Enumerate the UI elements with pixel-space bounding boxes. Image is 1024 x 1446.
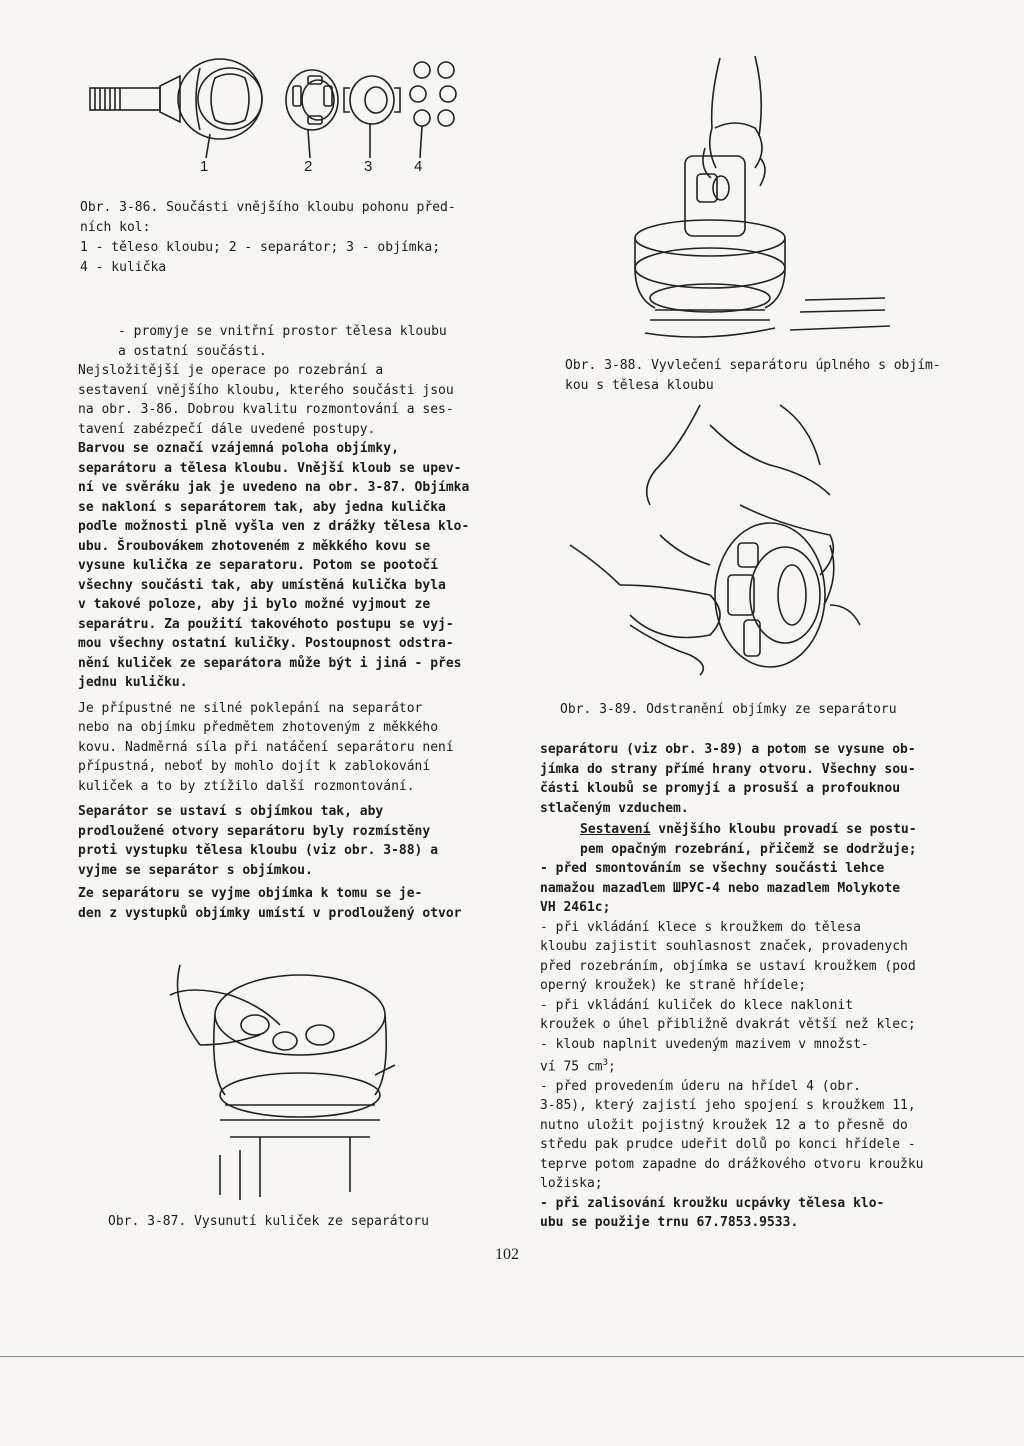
figure-3-88-caption: Obr. 3-88. Vyvlečení separátoru úplného s objím- kou s tělesa kloubu bbox=[565, 358, 941, 393]
callout-1: 1 bbox=[200, 158, 209, 175]
callout-2: 2 bbox=[304, 158, 313, 175]
right-paragraph-4: - při vkládání klece s kroužkem do tělesa kloubu zajistit souhlasnost značek, provadenych před rozebráním, objímka se ustaví kroužkem (pod operný kroužek) ke straně hřídele; bbox=[540, 919, 916, 993]
right-paragraph-8: - při zalisování kroužku ucpávky tělesa klo- ubu se použije trnu 67.7853.9533. bbox=[540, 1195, 885, 1231]
figure-3-86-caption: Obr. 3-86. Součásti vnějšího kloubu pohonu před- ních kol: 1 - těleso kloubu; 2 - separátor; 3 - objímka; 4 - kulička bbox=[80, 200, 456, 275]
page-number: 102 bbox=[495, 1246, 519, 1263]
right-paragraph-1: separátoru (viz obr. 3-89) a potom se vysune ob- jímka do strany přímé hrany otvoru. Všechny sou- části kloubů se promyjí a prosuší a profouknou stlačeným vzduchem. bbox=[540, 742, 916, 816]
callout-4: 4 bbox=[414, 158, 423, 175]
right-paragraph-2 bbox=[540, 820, 980, 859]
left-paragraph-3: Barvou se označí vzájemná poloha objímky, separátoru a tělesa kloubu. Vnější kloub se upev- ní ve svěráku jak je uvedeno na obr. 3-87. Objímka se nakloní s separátorem tak, aby jedna kulička podle možnosti plně vyšla ven z drážky tělesa klo- ubu. Šroubovákem zhotoveném z měkkého kovu se vysune kulička ze separatoru. Potom se pootočí všechny součásti tak, aby umístěná kulička byla v takové poloze, aby ji bylo možné vyjmout ze separátru. Za použití takovéhoto postupu se vyj- mou všechny ostatní kuličky. Postoupnost odstra- nění kuliček ze separátora může být i jiná - přes jednu kuličku. bbox=[78, 441, 470, 690]
left-paragraph-1: - promyje se vnitřní prostor tělesa kloubu a ostatní součásti. bbox=[118, 324, 447, 359]
callout-3: 3 bbox=[364, 158, 373, 175]
figure-3-88-separator-removal bbox=[625, 48, 915, 348]
left-paragraph-6: Ze separátoru se vyjme objímka k tomu se je- den z vystupků objímky umístí v prodloužený otvor bbox=[78, 886, 462, 921]
right-paragraph-5: - při vkládání kuliček do klece naklonit kroužek o úhel přibližně dvakrát větší než klec; bbox=[540, 997, 916, 1032]
left-text-column bbox=[78, 322, 508, 923]
bottom-rule bbox=[0, 1356, 1024, 1357]
right-paragraph-3: - před smontováním se všechny součásti lehce namažou mazadlem ШРУС-4 nebo mazadlem Molykote VH 2461c; bbox=[540, 861, 901, 915]
grease-volume-text: - kloub naplnit uvedeným mazivem v množst- ví 75 cm bbox=[540, 1036, 869, 1075]
left-paragraph-5: Separátor se ustaví s objímkou tak, aby prodloužené otvory separátoru byly rozmístěny proti vystupku tělesa kloubu (viz obr. 3-88) a vyjme se separátor s objímkou. bbox=[78, 804, 439, 878]
grease-volume-end: ; bbox=[608, 1059, 616, 1075]
grease-unit-superscript: 3 bbox=[602, 1058, 609, 1068]
assembly-heading: Sestavení bbox=[580, 822, 651, 837]
figure-3-89-caption: Obr. 3-89. Odstranění objímky ze separátoru bbox=[560, 702, 897, 717]
right-text-column bbox=[540, 740, 980, 1233]
right-paragraph-7: - před provedením úderu na hřídel 4 (obr. 3-85), který zajistí jeho spojení s kroužkem 11, nutno uložit pojistný kroužek 12 a to přesně do středu pak prudce udeřit dolů po konci hřídele - teprve potom zapadne do drážkového otvoru kroužku ložiska; bbox=[540, 1078, 924, 1192]
figure-3-86-joint-parts bbox=[80, 48, 480, 178]
assembly-intro: vnějšího kloubu provadí se postu- pem opačným rozebrání, přičemž se dodržuje; bbox=[580, 822, 917, 857]
right-paragraph-6 bbox=[540, 1035, 980, 1077]
left-paragraph-2: Nejsložitější je operace po rozebrání a sestavení vnějšího kloubu, kterého součásti jsou na obr. 3-86. Dobrou kvalitu rozmontování a ses- tavení zabézpečí dále uvedené postupy. bbox=[78, 363, 454, 437]
figure-3-89-race-removal bbox=[560, 395, 900, 700]
figure-3-87-ball-removal bbox=[160, 955, 400, 1205]
figure-3-87-caption: Obr. 3-87. Vysunutí kuliček ze separátoru bbox=[108, 1214, 429, 1229]
left-paragraph-4: Je přípustné ne silné poklepání na separátor nebo na objímku předmětem zhotoveným z měkkého kovu. Nadměrná síla při natáčení separátoru není přípustná, neboť by mohlo dojít k zablokování kuliček a to by ztížilo další rozmontování. bbox=[78, 700, 454, 794]
